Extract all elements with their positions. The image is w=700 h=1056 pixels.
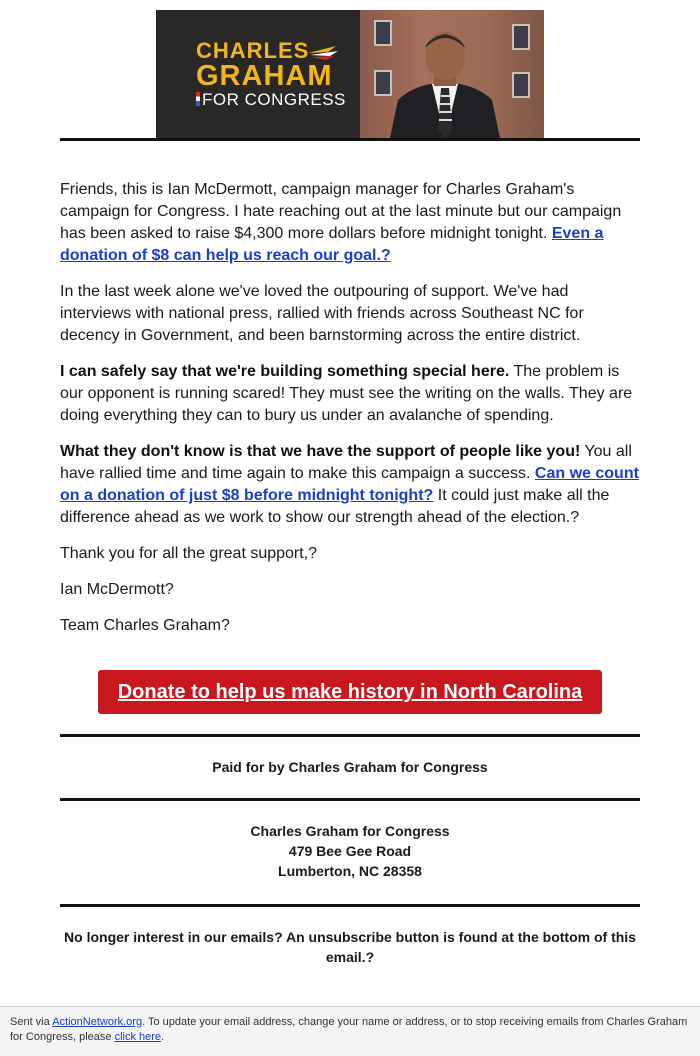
flag-bars-icon: [196, 92, 200, 106]
address-street: 479 Bee Gee Road: [288, 843, 412, 859]
paid-for-disclaimer: Paid for by Charles Graham for Congress: [212, 759, 488, 775]
paragraph-2: In the last week alone we've loved the outpouring of support. We've had interviews with national press, rallied with friends across Southeast NC for decency in Government, and been barnstorming across the entire district.: [60, 283, 584, 344]
email-container: [60, 10, 640, 979]
candidate-photo: [360, 10, 544, 138]
thanks-line: Thank you for all the great support,?: [60, 545, 318, 562]
paragraph-4: What they don't know is that we have the support of people like you! You all have rallied time and time again to make this campaign a success. Can we count on a donation of just $8 before midnight tonight? It could just make all the difference ahead as we work to show our strength ahead of the election.?: [60, 443, 639, 526]
signature-team: Team Charles Graham?: [60, 617, 230, 634]
unsubscribe-note: No longer interest in our emails? An unsubscribe button is found at the bottom of this email.?: [64, 929, 636, 965]
paragraph-3: I can safely say that we're building something special here. The problem is our opponent is running scared! They must see the writing on the walls. They are doing everything they can to bury us under an avalanche of spending.: [60, 363, 633, 424]
donate-button[interactable]: Donate to help us make history in North Carolina: [98, 670, 603, 714]
message-body: [60, 141, 640, 637]
address-name: Charles Graham for Congress: [250, 823, 450, 839]
candidate-figure: [390, 30, 500, 138]
donate-link-1[interactable]: Even a donation of $8 can help us reach our goal.?: [60, 225, 604, 264]
mailing-address: [60, 801, 640, 904]
address-city: Lumberton, NC 28358: [278, 863, 422, 879]
logo-line-2: GRAHAM: [196, 60, 333, 92]
action-network-link[interactable]: ActionNetwork.org: [52, 1016, 143, 1028]
wing-logo-icon: [306, 44, 340, 62]
logo-line-1: CHARLES: [196, 38, 310, 63]
manage-subscription-link[interactable]: click here: [114, 1031, 162, 1043]
header-banner: [156, 10, 544, 138]
logo-line-3: FOR CONGRESS: [202, 90, 346, 109]
donate-link-2[interactable]: Can we count on a donation of just $8 before midnight tonight?: [60, 465, 639, 504]
paragraph-1: Friends, this is Ian McDermott, campaign manager for Charles Graham's campaign for Congress. I hate reaching out at the last minute but our campaign has been asked to raise $4,300 more dollars before midnight tonight. Even a donation of $8 can help us reach our goal.?: [60, 181, 622, 264]
signature-name: Ian McDermott?: [60, 581, 174, 598]
action-network-footer: Sent via ActionNetwork.org. To update your email address, change your name or address, or to stop receiving emails from Charles Graham for Congress, please click here.: [0, 1006, 700, 1056]
